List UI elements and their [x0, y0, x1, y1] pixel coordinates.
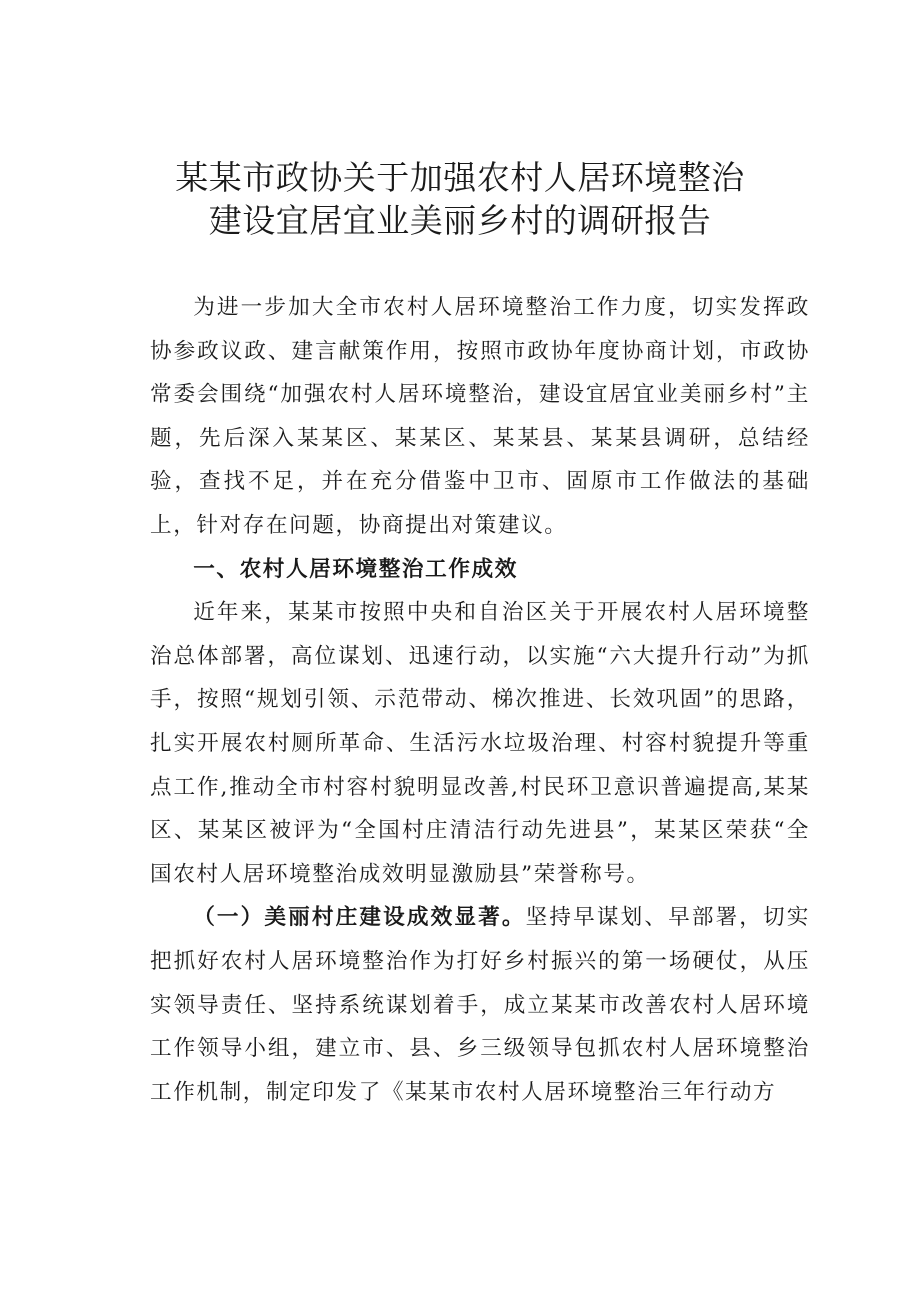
document-title-line-1: 某某市政协关于加强农村人居环境整治 [175, 158, 745, 197]
document-body [150, 286, 810, 1114]
document-title-line-2: 建设宜居宜业美丽乡村的调研报告 [208, 201, 712, 240]
section-1-paragraph: 近年来，某某市按照中央和自治区关于开展农村人居环境整治总体部署，高位谋划、迅速行动，以实施“六大提升行动”为抓手，按照“规划引领、示范带动、梯次推进、长效巩固”的思路，扎实开展农村厕所革命、生活污水垃圾治理、村容村貌提升等重点工作,推动全市村容村貌明显改善,村民环卫意识普遍提高,某某区、某某区被评为“全国村庄清洁行动先进县”，某某区荣获“全国农村人居环境整治成效明显激励县”荣誉称号。 [150, 600, 810, 887]
subsection-1-lead: （一）美丽村庄建设成效显著。 [193, 905, 526, 931]
subsection-1-paragraph [150, 896, 810, 1114]
section-1-heading: 一、农村人居环境整治工作成效 [193, 556, 518, 582]
intro-paragraph: 为进一步加大全市农村人居环境整治工作力度，切实发挥政协参政议政、建言献策作用，按照市政协年度协商计划，市政协常委会围绕“加强农村人居环境整治，建设宜居宜业美丽乡村”主题，先后深入某某区、某某区、某某县、某某县调研，总结经验，查找不足，并在充分借鉴中卫市、固原市工作做法的基础上，针对存在问题，协商提出对策建议。 [150, 295, 810, 538]
subsection-1-text: 坚持早谋划、早部署，切实把抓好农村人居环境整治作为打好乡村振兴的第一场硬仗，从压实领导责任、坚持系统谋划着手，成立某某市改善农村人居环境工作领导小组，建立市、县、乡三级领导包抓农村人居环境整治工作机制，制定印发了《某某市农村人居环境整治三年行动方 [150, 905, 810, 1105]
